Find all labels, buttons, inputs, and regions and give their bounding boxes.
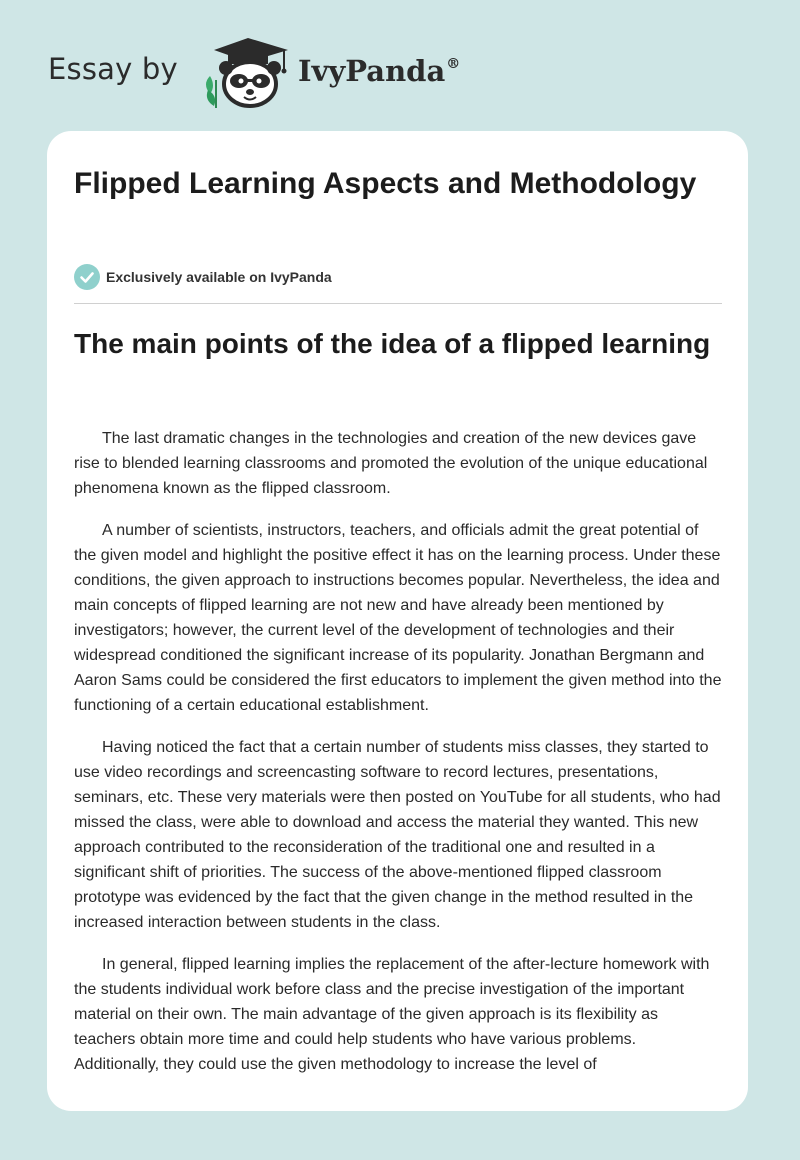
brand-text: IvyPanda (298, 54, 446, 88)
paragraph: A number of scientists, instructors, teachers, and officials admit the great potential of the given model and highlight the positive effect it has on the learning process. Under these conditions, the given approach to instructions becomes popular. Nevertheless, the idea and main concepts of flipped learning are not new and have already been mentioned by investigators; however, the current level of the development of technologies and their widespread conditioned the significant increase of its popularity. Jonathan Bergmann and Aaron Sams could be considered the first educators to implement the given method into the functioning of a certain educational establishment. (74, 522, 722, 714)
essay-by-label: Essay by (48, 52, 178, 86)
exclusive-label: Exclusively available on IvyPanda (106, 269, 332, 285)
site-header (0, 0, 800, 130)
check-circle-icon (74, 264, 100, 290)
exclusive-badge (74, 264, 332, 290)
divider (74, 303, 722, 304)
paragraph: In general, flipped learning implies the replacement of the after-lecture homework with the students individual work before class and the precise investigation of the important material on their own. The main advantage of the given approach is its flexibility as teachers obtain more time and could help students who have various problems. Additionally, they could use the given methodology to increase the level of (74, 956, 710, 1073)
paragraph: The last dramatic changes in the technologies and creation of the new devices gave rise to blended learning classrooms and promoted the evolution of the unique educational phenomena known as the flipped classroom. (74, 430, 708, 497)
section-heading: The main points of the idea of a flipped learning (74, 328, 711, 359)
registered-mark: ® (446, 56, 461, 72)
paragraph: Having noticed the fact that a certain number of students miss classes, they started to use video recordings and screencasting software to record lectures, presentations, seminars, etc. These very materials were then posted on YouTube for all students, who had missed the class, were able to download and access the material they wanted. This new approach contributed to the reconsideration of the traditional one and resulted in a significant shift of priorities. The success of the above-mentioned flipped classroom prototype was evidenced by the fact that the given change in the method resulted in the increased interaction between students in the class. (74, 739, 721, 931)
page-title: Flipped Learning Aspects and Methodology (74, 167, 697, 200)
brand-name[interactable] (298, 54, 460, 88)
essay-card (47, 131, 748, 1111)
essay-body (74, 426, 723, 1094)
panda-logo-icon[interactable] (200, 36, 296, 110)
